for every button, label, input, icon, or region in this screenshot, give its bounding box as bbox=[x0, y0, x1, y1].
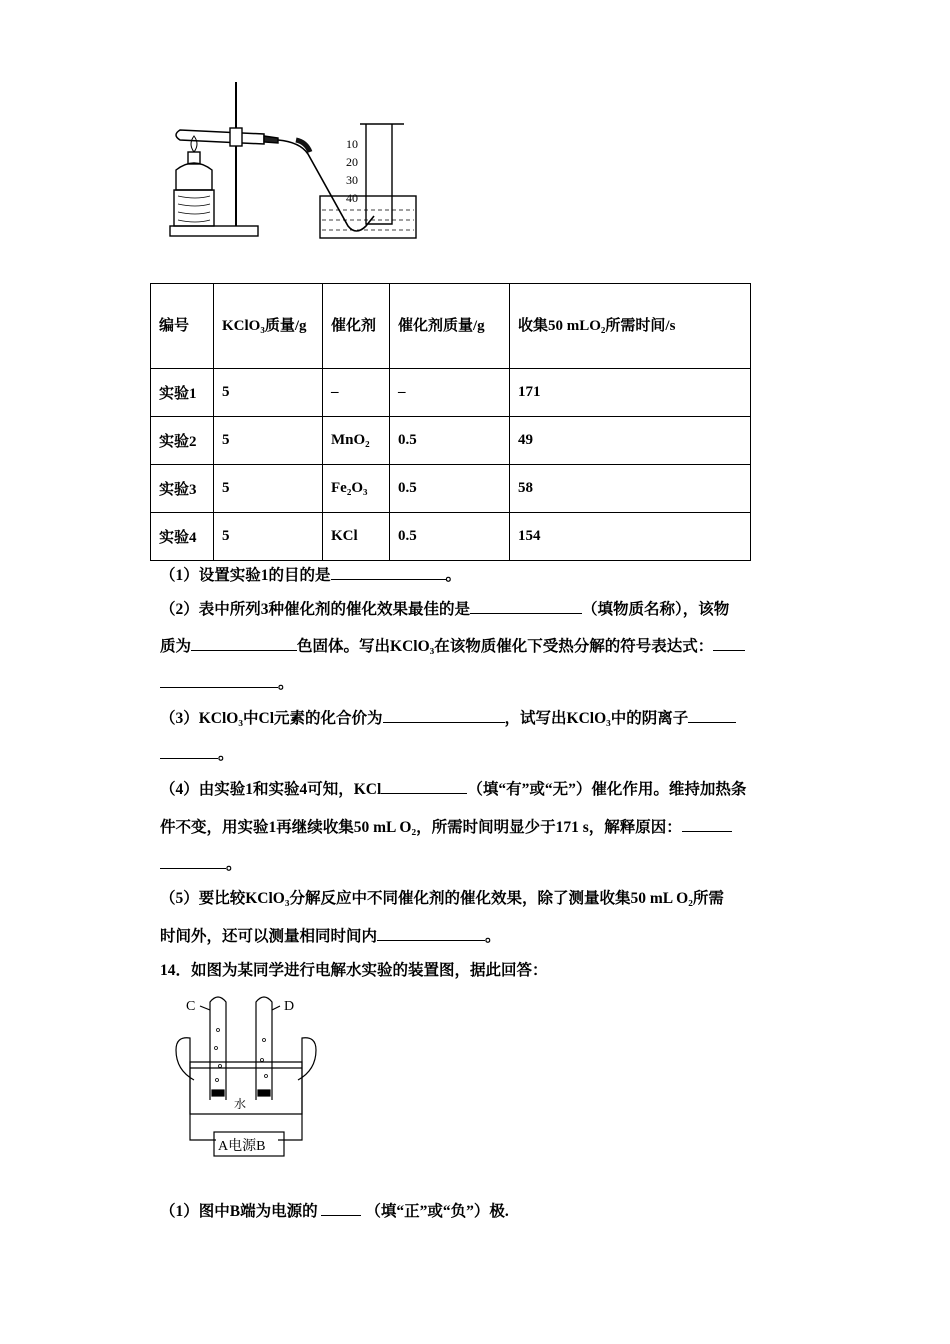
table-cell: 0.5 bbox=[390, 513, 510, 561]
water-label: 水 bbox=[234, 1097, 247, 1111]
question-3-line-1: （3）KClO₃中Cl元素的化合价为 ，试写出KClO₃中的阴离子 bbox=[160, 706, 736, 728]
table-cell: KCl bbox=[323, 513, 390, 561]
header-cell: 催化剂质量/g bbox=[390, 284, 510, 369]
table-row bbox=[151, 417, 751, 465]
answer-blank[interactable] bbox=[331, 565, 446, 580]
header-cell: 编号 bbox=[151, 284, 214, 369]
question-1: （1）设置实验1的目的是 。 bbox=[160, 567, 462, 584]
answer-blank[interactable] bbox=[160, 744, 218, 759]
answer-blank[interactable] bbox=[381, 779, 467, 794]
power-supply-label: A电源B bbox=[218, 1139, 266, 1154]
table-cell: 5 bbox=[214, 465, 323, 513]
answer-blank[interactable] bbox=[383, 708, 505, 723]
table-header-row bbox=[151, 284, 751, 369]
table-cell: 0.5 bbox=[390, 417, 510, 465]
question-2-line-2: 质为 色固体。写出KClO₃在该物质催化下受热分解的符号表达式： bbox=[160, 634, 745, 656]
question-4-line-1: （4）由实验1和实验4可知，KCl （填“有”或“无”）催化作用。维持加热条 bbox=[160, 781, 747, 798]
table-cell: 171 bbox=[510, 369, 751, 417]
header-cell: KClO₃质量/g bbox=[214, 284, 323, 369]
label-c: C bbox=[186, 999, 196, 1014]
question-2-line-3: 。 bbox=[160, 671, 294, 693]
test-tube bbox=[176, 130, 264, 144]
answer-blank[interactable] bbox=[377, 926, 485, 941]
header-cell: 催化剂 bbox=[323, 284, 390, 369]
table-cell: – bbox=[323, 369, 390, 417]
answer-blank[interactable] bbox=[160, 854, 226, 869]
table-cell: 154 bbox=[510, 513, 751, 561]
experiment-data-table bbox=[150, 283, 751, 561]
answer-blank[interactable] bbox=[470, 599, 582, 614]
table-cell: Fe₂O₃ bbox=[323, 465, 390, 513]
table-cell: MnO₂ bbox=[323, 417, 390, 465]
table-cell: 5 bbox=[214, 369, 323, 417]
question-5-line-2: 时间外，还可以测量相同时间内 。 bbox=[160, 928, 501, 945]
scale-label: 40 bbox=[346, 191, 358, 205]
table-cell: – bbox=[390, 369, 510, 417]
answer-blank[interactable] bbox=[191, 636, 297, 651]
question-14-1: （1）图中B端为电源的 （填“正”或“负”）极. bbox=[160, 1203, 509, 1220]
table-row bbox=[151, 369, 751, 417]
alcohol-lamp bbox=[176, 163, 212, 190]
table-cell: 实验4 bbox=[151, 513, 214, 561]
question-4-line-3: 。 bbox=[160, 852, 242, 874]
table-cell: 58 bbox=[510, 465, 751, 513]
scale-label: 20 bbox=[346, 155, 358, 169]
tube-d bbox=[256, 997, 272, 1100]
table-cell: 实验2 bbox=[151, 417, 214, 465]
table-cell: 49 bbox=[510, 417, 751, 465]
table-row bbox=[151, 465, 751, 513]
label-d: D bbox=[284, 999, 295, 1014]
answer-blank[interactable] bbox=[321, 1201, 361, 1216]
question-14-title: 14．如图为某同学进行电解水实验的装置图，据此回答： bbox=[160, 962, 548, 979]
table-cell: 5 bbox=[214, 513, 323, 561]
table-row bbox=[151, 513, 751, 561]
scale-label: 30 bbox=[346, 173, 358, 187]
table-cell: 实验3 bbox=[151, 465, 214, 513]
table-cell: 5 bbox=[214, 417, 323, 465]
question-4-line-2: 件不变，用实验1再继续收集50 mL O₂，所需时间明显少于171 s，解释原因： bbox=[160, 815, 732, 837]
delivery-tube bbox=[278, 140, 374, 231]
answer-blank[interactable] bbox=[682, 817, 732, 832]
answer-blank[interactable] bbox=[688, 708, 736, 723]
question-3-line-2: 。 bbox=[160, 742, 234, 764]
answer-blank[interactable] bbox=[160, 673, 278, 688]
iron-stand-base bbox=[170, 226, 258, 236]
graduated-cylinder bbox=[360, 124, 404, 224]
question-2-line-1: （2）表中所列3种催化剂的催化效果最佳的是 （填物质名称），该物 bbox=[160, 601, 730, 618]
question-5-line-1: （5）要比较KClO₃分解反应中不同催化剂的催化效果，除了测量收集50 mL O₂所需 bbox=[160, 890, 724, 907]
table-cell: 0.5 bbox=[390, 465, 510, 513]
answer-blank[interactable] bbox=[713, 636, 745, 651]
electrolysis-apparatus-figure bbox=[170, 990, 320, 1165]
oxygen-generation-apparatus-figure bbox=[160, 78, 420, 246]
wire-right bbox=[278, 1038, 316, 1140]
tube-c bbox=[210, 997, 226, 1100]
scale-label: 10 bbox=[346, 137, 358, 151]
header-cell: 收集50 mLO₂所需时间/s bbox=[510, 284, 751, 369]
table-cell: 实验1 bbox=[151, 369, 214, 417]
